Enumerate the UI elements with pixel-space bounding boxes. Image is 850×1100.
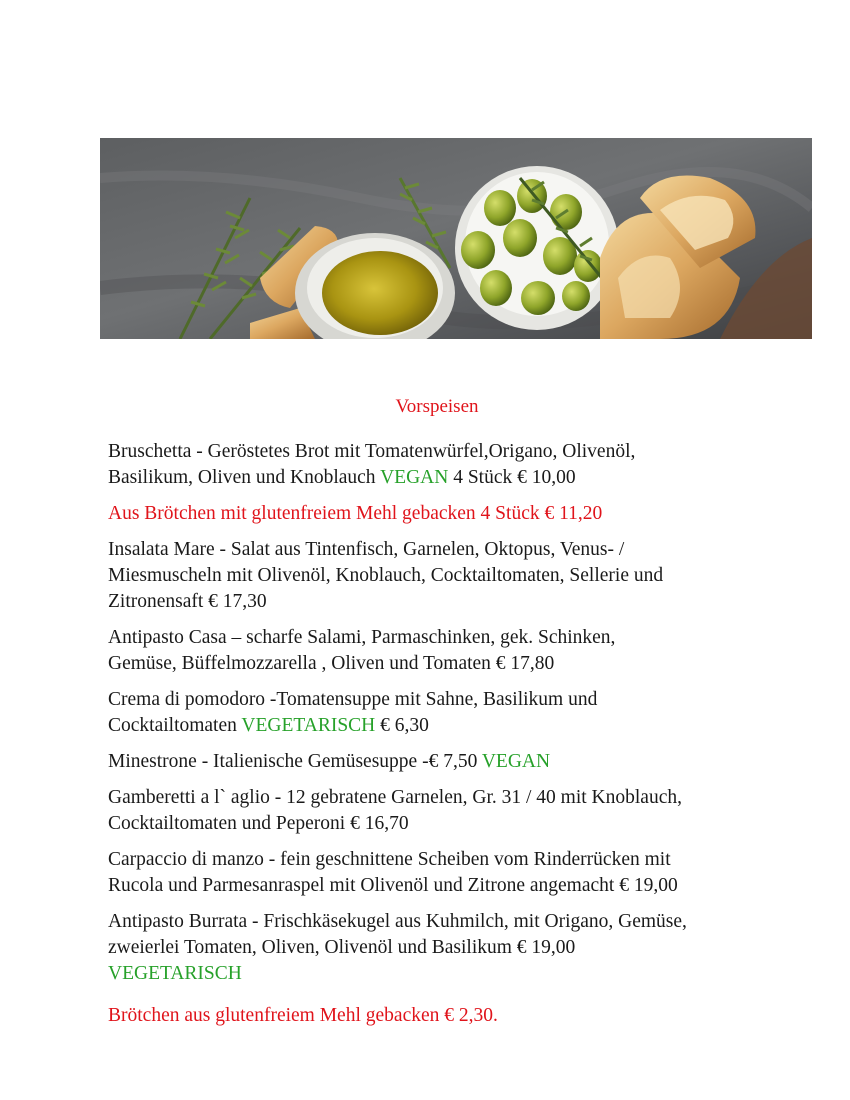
menu-item-text: Cocktailtomaten [108,715,242,736]
menu-item-text: Bruschetta - Geröstetes Brot mit Tomatenwürfel,Origano, Olivenöl, [108,441,636,462]
menu-item [108,785,798,837]
menu-item-text: Gamberetti a l` aglio - 12 gebratene Garnelen, Gr. 31 / 40 mit Knoblauch, [108,787,682,808]
menu-item [108,439,798,491]
menu-item [108,749,798,775]
menu-item [108,537,798,615]
menu-item-line [108,501,798,527]
menu-item-text: Miesmuscheln mit Olivenöl, Knoblauch, Cocktailtomaten, Sellerie und [108,565,664,586]
menu-item-line [108,873,798,899]
diet-tag: VEGAN [481,751,551,772]
menu-item-line [108,785,798,811]
menu-item-price: € 6,30 [375,715,429,736]
menu-item-text: Rucola und Parmesanraspel mit Olivenöl und Zitrone angemacht € 19,00 [108,875,678,896]
menu-item-text: Carpaccio di manzo - fein geschnittene Scheiben vom Rinderrücken mit [108,849,671,870]
menu-item-line [108,961,798,987]
menu-item-line [108,749,798,775]
menu-item-line [108,713,798,739]
menu-item-text: Brötchen aus glutenfreiem Mehl gebacken € 2,30. [108,1005,498,1026]
menu-item [108,1003,798,1029]
menu-item-line [108,589,798,615]
menu-item [108,909,798,987]
menu-item-text: Crema di pomodoro -Tomatensuppe mit Sahne, Basilikum und [108,689,598,710]
menu-item-text: Basilikum, Oliven und Knoblauch [108,467,381,488]
menu-item-text: Minestrone - Italienische Gemüsesuppe -€ 7,50 [108,751,482,772]
menu-item [108,847,798,899]
menu-item-line [108,651,798,677]
menu-item-line [108,811,798,837]
menu-item-line [108,909,798,935]
diet-tag: VEGETARISCH [108,963,242,984]
menu-item-line [108,537,798,563]
banner-image [100,138,812,339]
menu-item-text: Cocktailtomaten und Peperoni € 16,70 [108,813,409,834]
section-title: Vorspeisen [395,396,479,417]
diet-tag: VEGAN [380,467,449,488]
menu-list [108,439,798,1029]
menu-item-line [108,1003,798,1029]
menu-item [108,687,798,739]
menu-item-text: zweierlei Tomaten, Oliven, Olivenöl und Basilikum € 19,00 [108,937,576,958]
menu-item-line [108,935,798,961]
menu-item-text: Zitronensaft € 17,30 [108,591,267,612]
menu-item-line [108,563,798,589]
menu-item-text: Antipasto Burrata - Frischkäsekugel aus Kuhmilch, mit Origano, Gemüse, [108,911,687,932]
menu-item-text: Antipasto Casa – scharfe Salami, Parmaschinken, gek. Schinken, [108,627,616,648]
menu-item-text: Gemüse, Büffelmozzarella , Oliven und Tomaten € 17,80 [108,653,555,674]
menu-item-line [108,465,798,491]
menu-item-line [108,439,798,465]
menu-item-line [108,625,798,651]
diet-tag: VEGETARISCH [241,715,376,736]
menu-item [108,625,798,677]
menu-item-text: Insalata Mare - Salat aus Tintenfisch, Garnelen, Oktopus, Venus- / [108,539,625,560]
menu-item-line [108,847,798,873]
menu-item-text: Aus Brötchen mit glutenfreiem Mehl gebacken 4 Stück € 11,20 [108,503,603,524]
menu-item-line [108,687,798,713]
olive-oil-bread-photo [100,138,812,339]
menu-item [108,501,798,527]
menu-item-price: 4 Stück € 10,00 [448,467,576,488]
